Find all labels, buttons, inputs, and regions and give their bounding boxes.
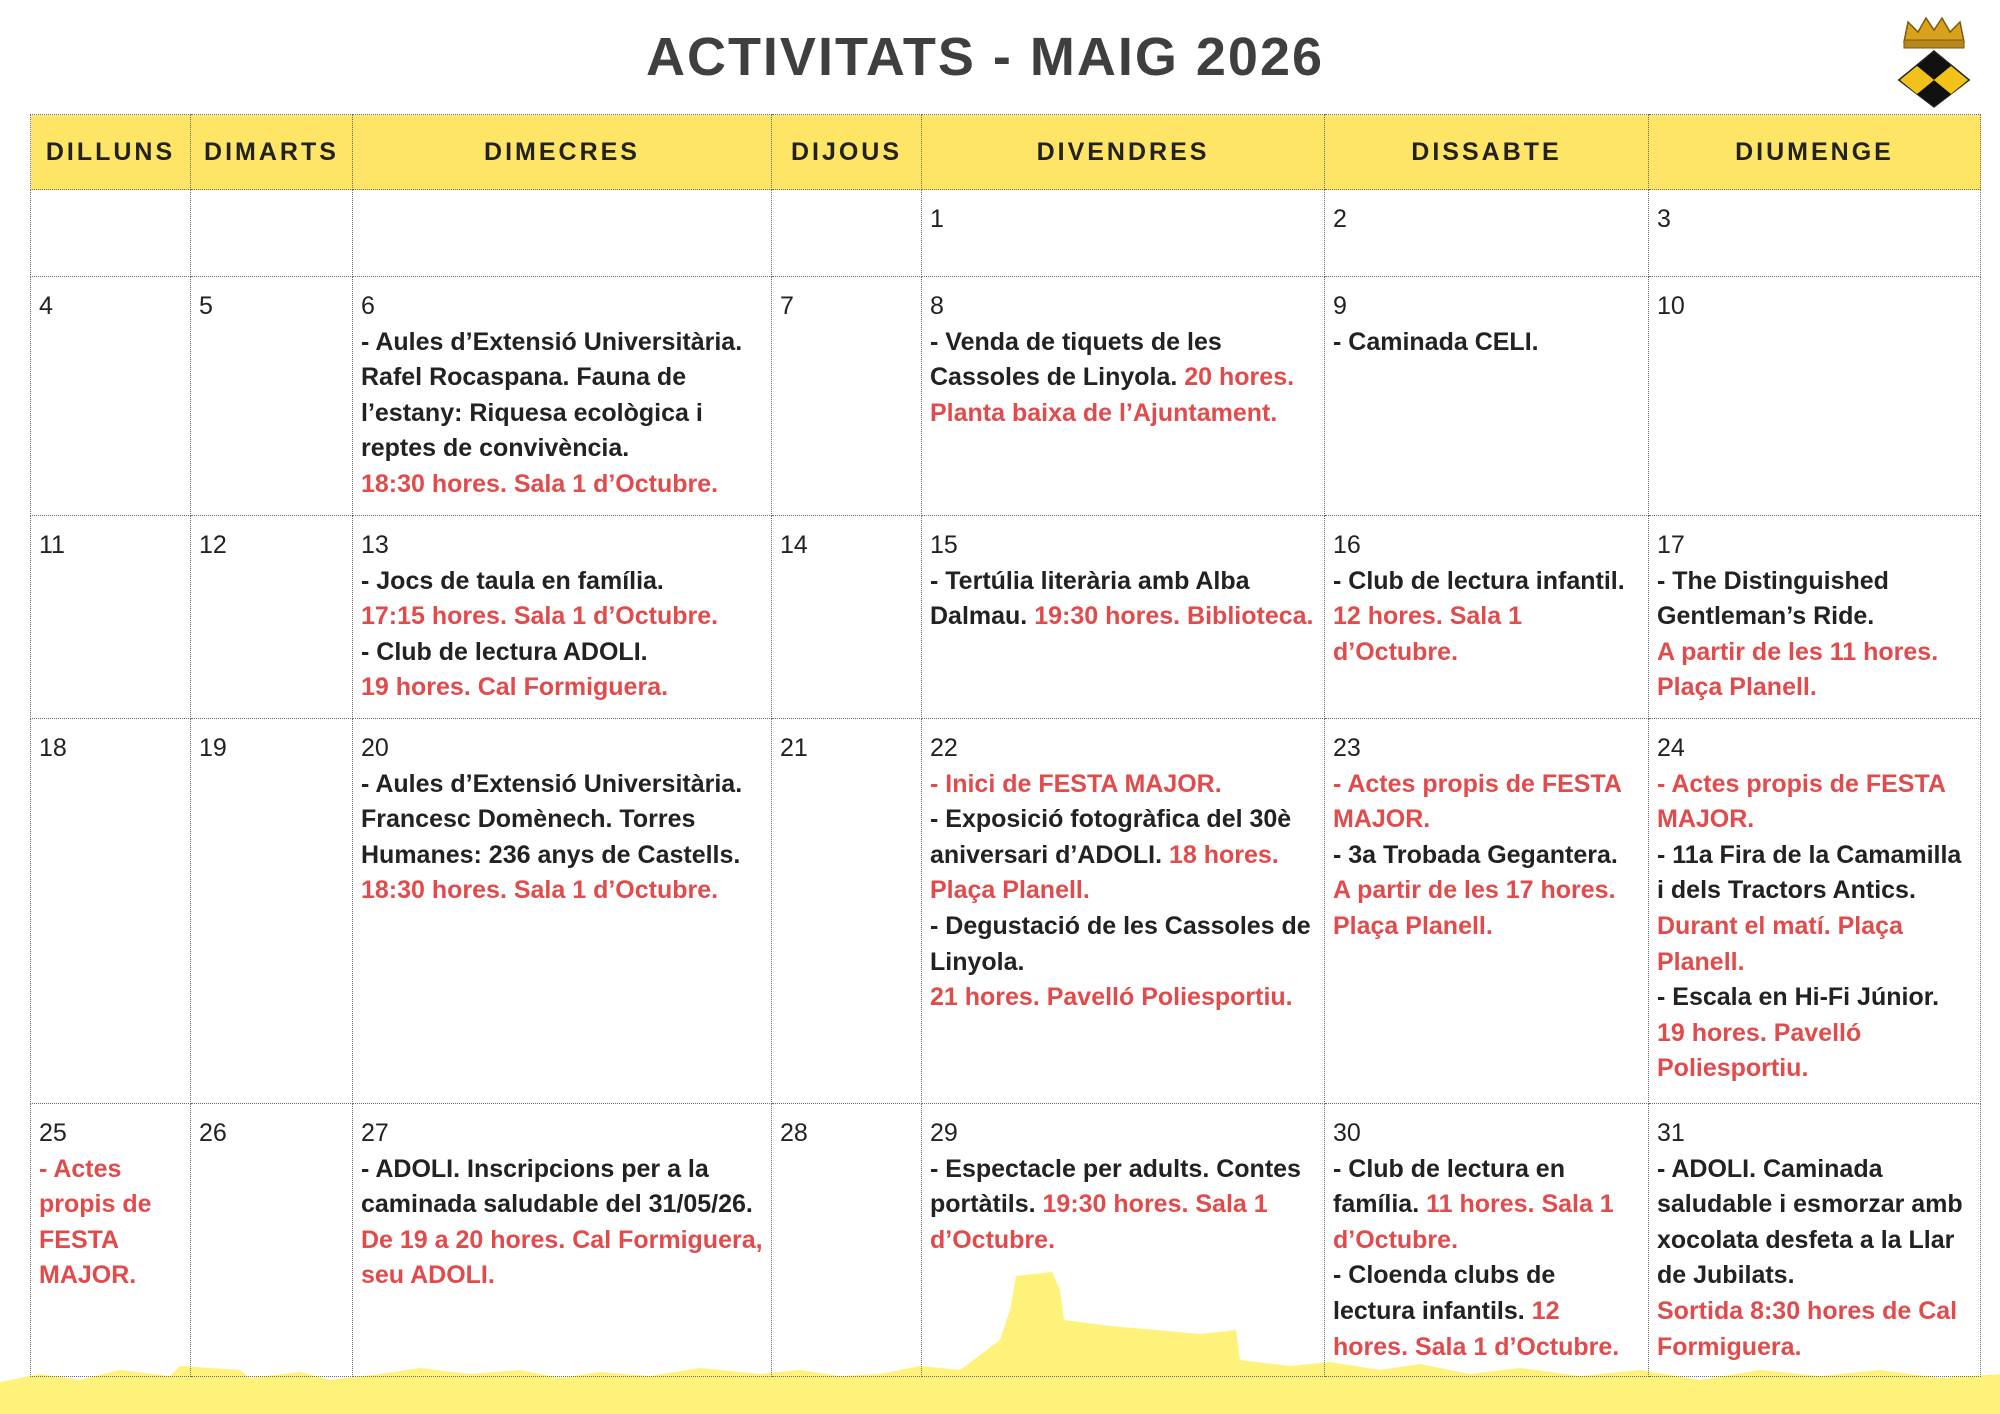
day-cell	[1649, 190, 1981, 277]
event-description: - Caminada CELI.	[1333, 327, 1539, 356]
day-events	[930, 1152, 1316, 1259]
day-cell	[191, 190, 353, 277]
day-cell	[353, 719, 772, 1104]
event-description: - Aules d’Extensió Universitària. Francesc Domènech. Torres Humanes: 236 anys de Castells.	[361, 769, 743, 869]
day-cell	[31, 190, 191, 277]
day-number: 12	[199, 531, 227, 559]
day-events	[361, 767, 763, 909]
event-time-place: - Actes propis de FESTA MAJOR.	[1657, 769, 1946, 834]
event-description: - Exposició fotogràfica del 30è aniversari d’ADOLI.	[930, 805, 1292, 869]
day-cell	[191, 516, 353, 719]
day-number: 31	[1657, 1119, 1685, 1147]
event-time-place: 19 hores. Cal Formiguera.	[361, 673, 669, 702]
day-events	[1657, 767, 1972, 1087]
day-cell	[922, 190, 1325, 277]
day-number: 30	[1333, 1119, 1361, 1147]
event-time-place: 12 hores. Sala 1 d’Octubre.	[1333, 1296, 1620, 1361]
event-description: - Cloenda clubs de lectura infantils.	[1333, 1261, 1556, 1325]
weekday-monday: DILLUNS	[31, 115, 191, 190]
day-number: 5	[199, 292, 213, 320]
day-cell	[1325, 190, 1649, 277]
day-number: 20	[361, 734, 389, 762]
weekday-tuesday: DIMARTS	[191, 115, 353, 190]
day-number: 11	[39, 531, 65, 559]
day-number: 17	[1657, 531, 1685, 559]
day-number: 25	[39, 1119, 67, 1147]
day-number: 3	[1657, 205, 1671, 233]
day-cell	[353, 190, 772, 277]
event-time-place: Sortida 8:30 hores de Cal Formiguera.	[1657, 1296, 1958, 1361]
event-description: - Club de lectura ADOLI.	[361, 637, 648, 666]
day-events	[1333, 564, 1640, 671]
day-cell	[31, 277, 191, 516]
day-cell	[191, 719, 353, 1104]
day-number: 1	[930, 205, 944, 233]
day-cell	[191, 1104, 353, 1377]
event-time-place: A partir de les 17 hores. Plaça Planell.	[1333, 876, 1616, 940]
week-row	[31, 516, 1981, 719]
week-row	[31, 277, 1981, 516]
day-number: 13	[361, 531, 389, 559]
event-description: - Degustació de les Cassoles de Linyola.	[930, 911, 1311, 976]
day-cell	[922, 516, 1325, 719]
day-events	[1657, 564, 1972, 706]
day-cell	[772, 190, 922, 277]
event-time-place: - Actes propis de FESTA MAJOR.	[39, 1154, 152, 1290]
day-cell	[1325, 719, 1649, 1104]
event-time-place: - Inici de FESTA MAJOR.	[930, 769, 1222, 798]
day-number: 2	[1333, 205, 1347, 233]
day-cell	[1649, 1104, 1981, 1377]
day-cell	[353, 1104, 772, 1377]
event-time-place: A partir de les 11 hores. Plaça Planell.	[1657, 637, 1939, 702]
day-events	[361, 325, 763, 503]
day-number: 27	[361, 1119, 389, 1147]
day-cell	[772, 1104, 922, 1377]
day-number: 23	[1333, 734, 1361, 762]
day-number: 19	[199, 734, 227, 762]
day-events	[1333, 1152, 1640, 1366]
event-description: - Club de lectura en família.	[1333, 1154, 1565, 1219]
day-cell	[1649, 516, 1981, 719]
week-row	[31, 719, 1981, 1104]
day-cell	[353, 277, 772, 516]
day-events	[1333, 325, 1640, 361]
weekday-saturday: DISSABTE	[1325, 115, 1649, 190]
day-cell	[772, 516, 922, 719]
day-cell	[772, 719, 922, 1104]
event-description: - Venda de tiquets de les Cassoles de Linyola.	[930, 327, 1222, 392]
event-time-place: 18:30 hores. Sala 1 d’Octubre.	[361, 876, 719, 905]
day-events	[39, 1152, 182, 1294]
day-cell	[1325, 1104, 1649, 1377]
day-cell	[1649, 277, 1981, 516]
day-cell	[1325, 277, 1649, 516]
event-description: - ADOLI. Caminada saludable i esmorzar amb xocolata desfeta a la Llar de Jubilats.	[1657, 1154, 1963, 1290]
page-title: ACTIVITATS - MAIG 2026	[645, 27, 1325, 87]
day-number: 29	[930, 1119, 958, 1147]
day-number: 15	[930, 531, 958, 559]
event-description: - Club de lectura infantil.	[1333, 566, 1625, 595]
day-cell	[922, 719, 1325, 1104]
day-number: 16	[1333, 531, 1361, 559]
weekday-thursday: DIJOUS	[772, 115, 922, 190]
day-number: 14	[780, 531, 808, 559]
day-cell	[31, 719, 191, 1104]
day-cell	[922, 277, 1325, 516]
day-number: 22	[930, 734, 958, 762]
day-number: 21	[780, 734, 808, 762]
day-number: 7	[780, 292, 794, 320]
event-time-place: 21 hores. Pavelló Poliesportiu.	[930, 983, 1293, 1012]
day-cell	[191, 277, 353, 516]
event-time-place: 19:30 hores. Biblioteca.	[1034, 602, 1314, 631]
day-events	[930, 767, 1316, 1016]
event-description: - ADOLI. Inscripcions per a la caminada saludable del 31/05/26.	[361, 1154, 753, 1219]
event-description: - Tertúlia literària amb Alba Dalmau.	[930, 566, 1250, 631]
day-number: 8	[930, 292, 944, 320]
day-events	[361, 1152, 763, 1294]
day-number: 10	[1657, 292, 1685, 320]
weekday-sunday: DIUMENGE	[1649, 115, 1981, 190]
event-time-place: 12 hores. Sala 1 d’Octubre.	[1333, 602, 1523, 666]
event-description: - 3a Trobada Gegantera.	[1333, 840, 1618, 869]
day-cell	[31, 516, 191, 719]
day-events	[1657, 1152, 1972, 1366]
day-number: 24	[1657, 734, 1685, 762]
weekday-friday: DIVENDRES	[922, 115, 1325, 190]
day-number: 6	[361, 292, 375, 320]
event-description: - 11a Fira de la Camamilla i dels Tractors Antics.	[1657, 840, 1962, 905]
event-time-place: 11 hores. Sala 1 d’Octubre.	[1333, 1190, 1614, 1254]
day-number: 18	[39, 734, 67, 762]
day-events	[930, 564, 1316, 635]
day-cell	[1649, 719, 1981, 1104]
event-time-place: 19 hores. Pavelló Poliesportiu.	[1657, 1018, 1862, 1083]
day-events	[1333, 767, 1640, 945]
day-cell	[1325, 516, 1649, 719]
calendar-grid	[30, 114, 1981, 1377]
week-row	[31, 1104, 1981, 1377]
day-cell	[353, 516, 772, 719]
event-description: - Jocs de taula en família.	[361, 566, 664, 595]
event-time-place: 18 hores. Plaça Planell.	[930, 840, 1279, 905]
day-number: 4	[39, 292, 53, 320]
event-time-place: 18:30 hores. Sala 1 d’Octubre.	[361, 469, 719, 498]
event-time-place: 20 hores. Planta baixa de l’Ajuntament.	[930, 363, 1295, 427]
coat-of-arms-icon	[1896, 12, 1972, 108]
day-cell	[922, 1104, 1325, 1377]
day-events	[361, 564, 763, 706]
calendar-body	[31, 190, 1981, 1377]
weekday-header-row	[31, 115, 1981, 190]
event-time-place: Durant el matí. Plaça Planell.	[1657, 911, 1903, 976]
day-number: 9	[1333, 292, 1347, 320]
day-number: 26	[199, 1119, 227, 1147]
event-time-place: 19:30 hores. Sala 1 d’Octubre.	[930, 1190, 1268, 1254]
event-description: - Aules d’Extensió Universitària. Rafel Rocaspana. Fauna de l’estany: Riquesa ecològica i reptes de convivència.	[361, 327, 743, 463]
event-description: - Espectacle per adults. Contes portàtils.	[930, 1154, 1301, 1219]
week-row	[31, 190, 1981, 277]
event-time-place: 17:15 hores. Sala 1 d’Octubre.	[361, 602, 719, 631]
day-number: 28	[780, 1119, 808, 1147]
day-events	[930, 325, 1316, 432]
weekday-wednesday: DIMECRES	[353, 115, 772, 190]
event-description: - Escala en Hi-Fi Júnior.	[1657, 983, 1940, 1012]
event-time-place: - Actes propis de FESTA MAJOR.	[1333, 769, 1622, 834]
day-cell	[772, 277, 922, 516]
event-description: - The Distinguished Gentleman’s Ride.	[1657, 566, 1889, 631]
day-cell	[31, 1104, 191, 1377]
event-time-place: De 19 a 20 hores. Cal Formiguera, seu ADOLI.	[361, 1225, 763, 1290]
